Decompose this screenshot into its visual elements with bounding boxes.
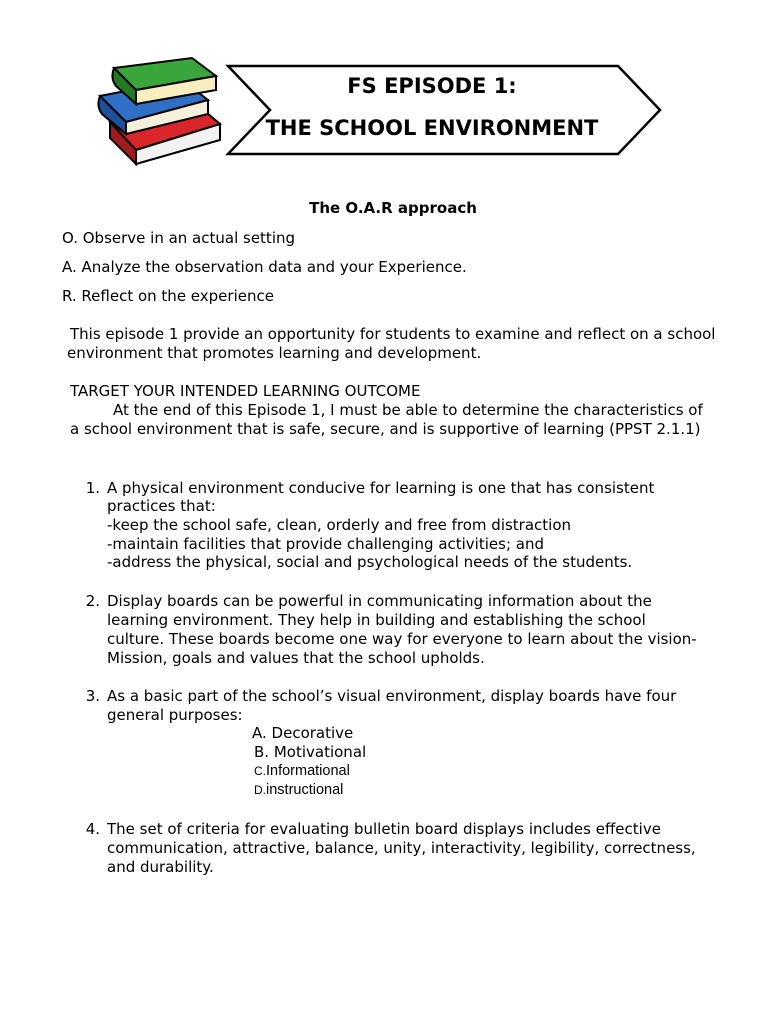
target-heading: TARGET YOUR INTENDED LEARNING OUTCOME [70,382,421,400]
list-item-number: 2. [85,592,100,610]
purpose-label: Motivational [273,743,367,761]
section-title: The O.A.R approach [309,199,477,217]
list-item-number: 3. [85,687,100,705]
purpose-label: Informational [266,763,350,779]
list-item-2-line-3: culture. These boards become one way for everyone to learn about the vision- [107,630,697,648]
list-item-2-line-2: learning environment. They help in building and establishing the school [107,611,646,629]
list-item-1-line-5: -address the physical, social and psychological needs of the students. [107,553,633,571]
list-item-2-line-4: Mission, goals and values that the school upholds. [107,649,485,667]
list-item-1-line-4: -maintain facilities that provide challenging activities; and [107,535,544,553]
purpose-item-d [254,782,343,798]
oar-observe: O. Observe in an actual setting [62,229,296,247]
banner-title-line-1: FS EPISODE 1: [347,74,517,98]
list-item-3-line-1: As a basic part of the school’s visual environment, display boards have four [107,687,677,705]
books-icon [96,54,224,166]
list-item-number: 1. [85,479,100,497]
list-item-2-line-1: Display boards can be powerful in communicating information about the [107,592,652,610]
purpose-item-b [254,743,366,761]
purpose-item-c [254,763,350,779]
purpose-letter: D. [254,783,266,797]
banner-title-line-2: THE SCHOOL ENVIRONMENT [265,116,599,140]
list-item-1-line-3: -keep the school safe, clean, orderly and free from distraction [107,516,572,534]
purpose-label: Decorative [271,724,354,742]
purpose-label: instructional [266,782,344,798]
list-item-4-line-1: The set of criteria for evaluating bulletin board displays includes effective [107,820,661,838]
list-item-4-line-3: and durability. [107,858,214,876]
oar-analyze: A. Analyze the observation data and your Experience. [62,258,467,276]
purpose-item-a [252,724,353,742]
intro-line-2: environment that promotes learning and development. [67,344,482,362]
purpose-letter: B. [254,743,270,761]
target-line-1: At the end of this Episode 1, I must be able to determine the characteristics of [113,401,703,419]
list-item-4-line-2: communication, attractive, balance, unity, interactivity, legibility, correctness, [107,839,696,857]
purpose-letter: C. [254,764,266,778]
purpose-letter: A. [252,724,267,742]
list-item-1-line-1: A physical environment conducive for learning is one that has consistent [107,479,655,497]
oar-reflect: R. Reflect on the experience [62,287,274,305]
list-item-number: 4. [85,820,100,838]
list-item-3-line-2: general purposes: [107,706,243,724]
intro-line-1: This episode 1 provide an opportunity for students to examine and reflect on a school [70,325,716,343]
target-line-2: a school environment that is safe, secure, and is supportive of learning (PPST 2.1.1) [70,420,701,438]
list-item-1-line-2: practices that: [107,497,216,515]
